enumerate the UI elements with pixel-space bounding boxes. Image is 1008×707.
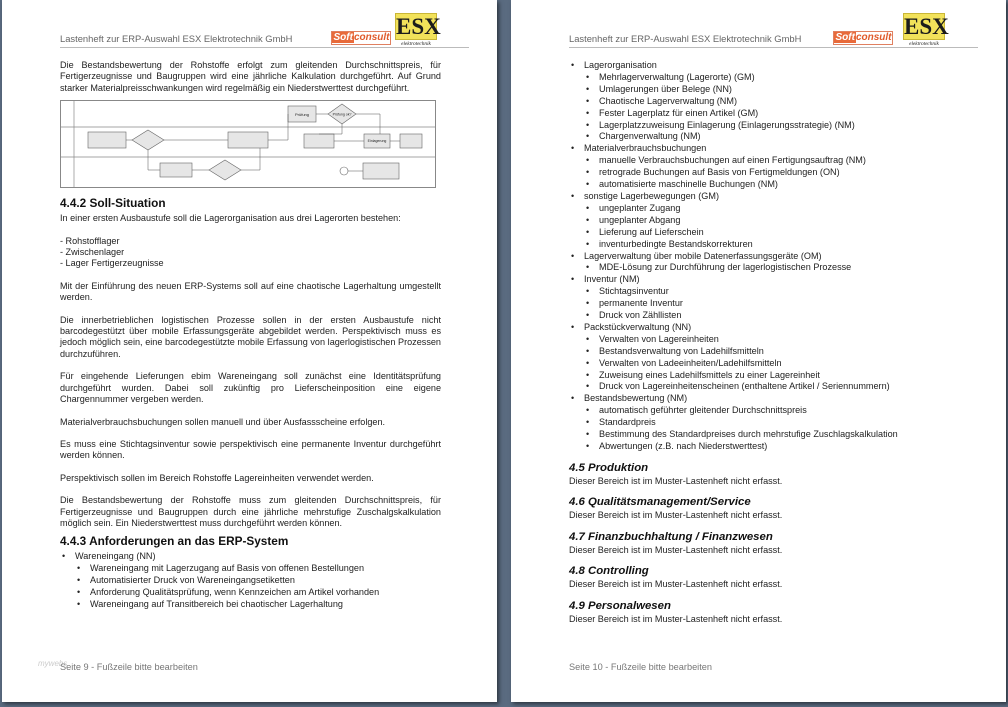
page-content (569, 60, 976, 625)
list-item: • automatisierte maschinelle Buchungen (NM) (569, 179, 976, 191)
list-item: • Bestandsverwaltung von Ladehilfsmitteln (569, 346, 976, 358)
lagerort-item: - Zwischenlager (60, 247, 125, 258)
header-rule (60, 47, 469, 48)
page-footer: Seite 9 - Fußzeile bitte bearbeiten (60, 662, 198, 672)
list-item: • ungeplanter Abgang (569, 215, 976, 227)
lagerort-item: - Rohstofflager (60, 235, 120, 246)
list-item: • manuelle Verbrauchsbuchungen auf einen Fertigungsauftrag (NM) (569, 155, 976, 167)
list-item: • Anforderung Qualitätsprüfung, wenn Kennzeichen am Artikel vorhanden (60, 587, 441, 599)
list-item: • Druck von Zähllisten (569, 310, 976, 322)
diagram-label-einlagerung: Einlagerung (367, 139, 387, 144)
requirements-list (60, 551, 441, 611)
list-item: • Verwalten von Lagereinheiten (569, 334, 976, 346)
list-item: • inventurbedingte Bestandskorrekturen (569, 239, 976, 251)
requirements-list-continued (569, 60, 976, 453)
section-text: Dieser Bereich ist im Muster-Lastenheft nicht erfasst. (569, 613, 783, 624)
list-item: • Chargenverwaltung (NM) (569, 131, 976, 143)
list-item: • retrograde Buchungen auf Basis von Fertigmeldungen (ON) (569, 167, 976, 179)
list-item: • Lagerplatzzuweisung Einlagerung (Einlagerungsstrategie) (NM) (569, 120, 976, 132)
intro-paragraph: Die Bestandsbewertung der Rohstoffe erfolgt zum gleitenden Durchschnittspreis, für Fertigerzeugnisse und Baugruppen wird eine jährliche Kalkulation durchgeführt. Auf Grund starker Materialpreisschwankungen wird regelmäßig ein Niederstwerttest durchgeführt. (60, 60, 441, 93)
list-item: • Abwertungen (z.B. nach Niederstwerttest) (569, 441, 976, 453)
list-item: • Chaotische Lagerverwaltung (NM) (569, 96, 976, 108)
paragraph-chaotisch: Mit der Einführung des neuen ERP-Systems soll auf eine chaotische Lagerhaltung umgestellt werden. (60, 280, 441, 303)
document-page-10 (511, 0, 1006, 702)
lagerorte-list (60, 236, 441, 270)
list-item: • automatisch geführter gleitender Durchschnittspreis (569, 405, 976, 417)
section-heading: 4.7 Finanzbuchhaltung / Finanzwesen (569, 530, 773, 543)
section-text: Dieser Bereich ist im Muster-Lastenheft nicht erfasst. (569, 544, 783, 555)
process-diagram (60, 100, 436, 188)
list-item: • Stichtagsinventur (569, 286, 976, 298)
list-item: • Mehrlagerverwaltung (Lagerorte) (GM) (569, 72, 976, 84)
softconsult-logo: Softconsult (331, 31, 391, 45)
list-item: • Wareneingang mit Lagerzugang auf Basis von offenen Bestellungen (60, 563, 441, 575)
list-item: • Packstückverwaltung (NN) (569, 322, 976, 334)
paragraph-prozesse: Die innerbetrieblichen logistischen Prozesse sollen in der ersten Ausbaustufe nicht barcodegestützt über mobile Erfassungsgeräte abgebildet werden. Perspektivisch muss es jedoch möglich sein, eine barcodegestützte mobile Erfassung von lagerlogistischen Prozessen durchzuführen. (60, 314, 441, 359)
heading-soll-situation: 4.4.2 Soll-Situation (60, 196, 166, 211)
diagram-label-pruefung-ok: Prüfung ok? (332, 112, 352, 117)
header-title: Lastenheft zur ERP-Auswahl ESX Elektrotechnik GmbH (60, 33, 293, 44)
soll-intro-paragraph: In einer ersten Ausbaustufe soll die Lagerorganisation aus drei Lagerorten bestehen: (60, 213, 401, 224)
list-item: • Wareneingang auf Transitbereich bei chaotischer Lagerhaltung (60, 599, 441, 611)
list-item: • Lagerorganisation (569, 60, 976, 72)
esx-logo: ESX elektrotechnik (396, 14, 441, 47)
list-item: • Materialverbrauchsbuchungen (569, 143, 976, 155)
list-item: • sonstige Lagerbewegungen (GM) (569, 191, 976, 203)
softconsult-logo: Softconsult (833, 31, 893, 45)
section-text: Dieser Bereich ist im Muster-Lastenheft nicht erfasst. (569, 510, 783, 521)
section-heading: 4.5 Produktion (569, 461, 649, 474)
list-item: • MDE-Lösung zur Durchführung der lagerlogistischen Prozesse (569, 262, 976, 274)
list-item: • Standardpreis (569, 417, 976, 429)
document-page-9 (2, 0, 497, 702)
paragraph-rohstoff: Perspektivisch sollen im Bereich Rohstoffe Lagereinheiten verwendet werden. (60, 472, 374, 483)
list-item: • Inventur (NM) (569, 274, 976, 286)
list-item: • permanente Inventur (569, 298, 976, 310)
esx-logo: ESX elektrotechnik (904, 14, 949, 47)
section-text: Dieser Bereich ist im Muster-Lastenheft nicht erfasst. (569, 475, 783, 486)
list-item: • ungeplanter Zugang (569, 203, 976, 215)
section-heading: 4.9 Personalwesen (569, 599, 671, 612)
header-rule (569, 47, 978, 48)
list-item: • Bestandsbewertung (NM) (569, 393, 976, 405)
list-item: • Bestimmung des Standardpreises durch mehrstufige Zuschlagskalkulation (569, 429, 976, 441)
heading-anforderungen: 4.4.3 Anforderungen an das ERP-System (60, 534, 289, 549)
list-item: • Fester Lagerplatz für einen Artikel (GM) (569, 108, 976, 120)
list-item: • Umlagerungen über Belege (NN) (569, 84, 976, 96)
paragraph-lieferungen: Für eingehende Lieferungen ebim Wareneingang soll zunächst eine Identitätsprüfung durchgeführt wurden. Dabei soll zukünftig pro Lieferscheinposition eine eigene Chargennummer vergeben werden. (60, 371, 441, 405)
list-item: • Wareneingang (NN) (60, 551, 441, 563)
page-footer: Seite 10 - Fußzeile bitte bearbeiten (569, 662, 712, 672)
section-heading: 4.8 Controlling (569, 565, 649, 578)
watermark: mywebs (38, 659, 68, 668)
list-item: • Verwalten von Ladeeinheiten/Ladehilfsmitteln (569, 358, 976, 370)
list-item: • Automatisierter Druck von Wareneingangsetiketten (60, 575, 441, 587)
sections (569, 462, 976, 625)
paragraph-bewertung: Die Bestandsbewertung der Rohstoffe muss zum gleitenden Durchschnittspreis, für Fertigerzeugnisse und Baugruppen durch eine jährliche mehrstufige Zuschalgskalkulation möglich sein. Ein Niederstwerttest muss durchgeführt werden können. (60, 495, 441, 528)
page-content (60, 60, 441, 611)
paragraph-material: Materialverbrauchsbuchungen sollen manuell und über Ausfassscheine erfolgen. (60, 416, 386, 427)
list-item: • Lagerverwaltung über mobile Datenerfassungsgeräte (OM) (569, 251, 976, 263)
section-heading: 4.6 Qualitätsmanagement/Service (569, 496, 751, 509)
diagram-label-pruefung: Prüfung (294, 112, 310, 118)
list-item: • Zuweisung eines Ladehilfsmittels zu einer Lagereinheit (569, 370, 976, 382)
paragraph-inventur: Es muss eine Stichtagsinventur sowie perspektivisch eine permanente Inventur durchgeführt werden können. (60, 438, 441, 461)
list-item: • Lieferung auf Lieferschein (569, 227, 976, 239)
section-text: Dieser Bereich ist im Muster-Lastenheft nicht erfasst. (569, 579, 783, 590)
header-title: Lastenheft zur ERP-Auswahl ESX Elektrotechnik GmbH (569, 33, 802, 44)
list-item: • Druck von Lagereinheitenscheinen (enthaltene Artikel / Seriennummern) (569, 381, 976, 393)
lagerort-item: - Lager Fertigerzeugnisse (60, 258, 164, 269)
